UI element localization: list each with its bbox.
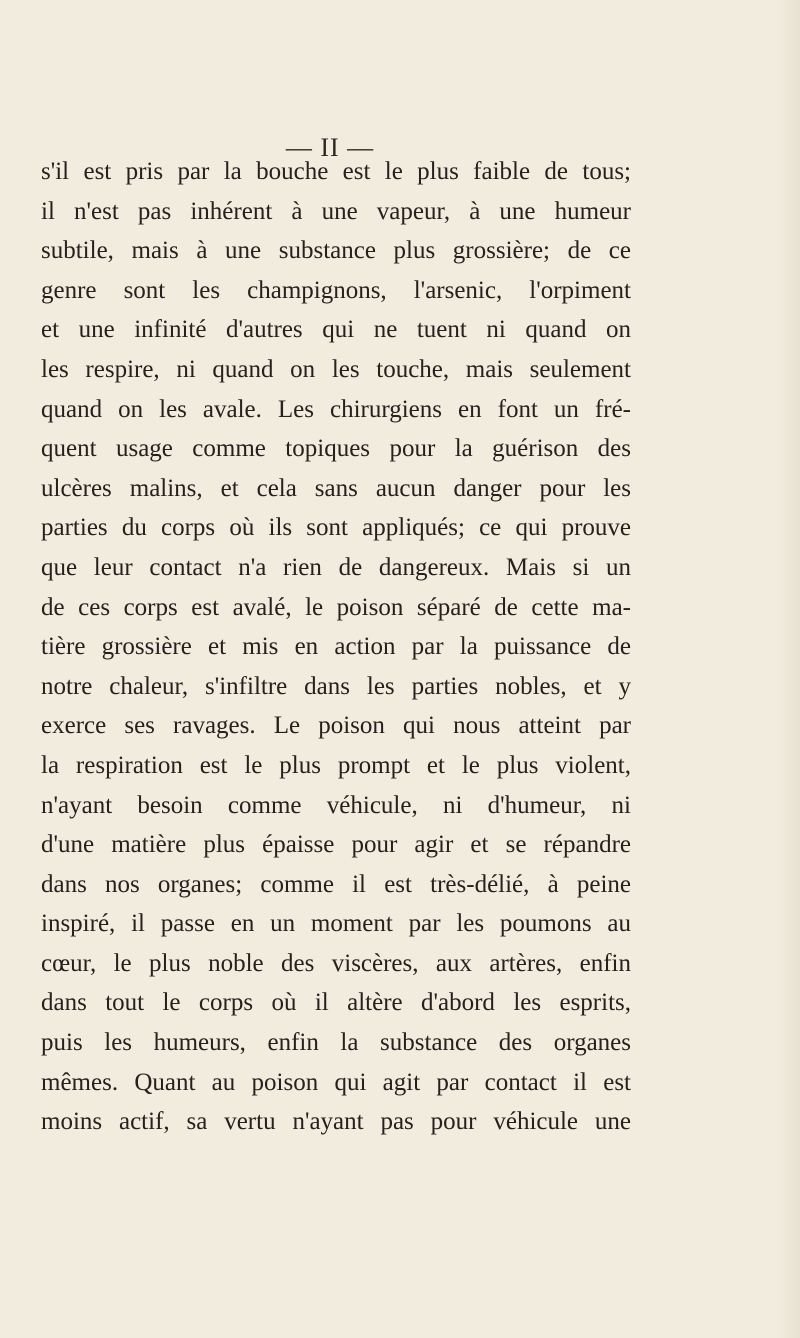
text-line: et une infinité d'autres qui ne tuent ni quand on (41, 316, 631, 344)
text-line: parties du corps où ils sont appliqués; ce qui prouve (41, 514, 631, 542)
text-line: d'une matière plus épaisse pour agir et se répandre (41, 831, 631, 859)
text-line: quand on les avale. Les chirurgiens en font un fré- (41, 395, 631, 423)
text-line: cœur, le plus noble des viscères, aux artères, enfin (41, 949, 631, 977)
text-line: subtile, mais à une substance plus grossière; de ce (41, 237, 631, 265)
text-line: s'il est pris par la bouche est le plus faible de tous; (41, 158, 631, 185)
page-edge-shadow (778, 0, 800, 1338)
text-line: moins actif, sa vertu n'ayant pas pour véhicule une (41, 1108, 631, 1136)
text-line: les respire, ni quand on les touche, mais seulement (41, 355, 631, 383)
text-line: inspiré, il passe en un moment par les poumons au (41, 910, 631, 938)
text-line: exerce ses ravages. Le poison qui nous atteint par (41, 712, 631, 740)
text-line: de ces corps est avalé, le poison séparé de cette ma- (41, 593, 631, 621)
text-line: dans tout le corps où il altère d'abord les esprits, (41, 989, 631, 1017)
text-line: mêmes. Quant au poison qui agit par contact il est (41, 1068, 631, 1096)
text-line: dans nos organes; comme il est très-délié, à peine (41, 870, 631, 898)
text-line: la respiration est le plus prompt et le plus violent, (41, 751, 631, 779)
text-line: ulcères malins, et cela sans aucun danger pour les (41, 474, 631, 502)
text-line: puis les humeurs, enfin la substance des organes (41, 1029, 631, 1057)
body-text (41, 152, 631, 1142)
text-line: tière grossière et mis en action par la puissance de (41, 633, 631, 661)
page-number-header: — II — (285, 133, 375, 162)
text-line: quent usage comme topiques pour la guérison des (41, 435, 631, 463)
text-line: il n'est pas inhérent à une vapeur, à une humeur (41, 197, 631, 225)
text-line: genre sont les champignons, l'arsenic, l'orpiment (41, 276, 631, 304)
text-line: notre chaleur, s'infiltre dans les parties nobles, et y (41, 672, 631, 700)
text-line: n'ayant besoin comme véhicule, ni d'humeur, ni (41, 791, 631, 819)
text-line: que leur contact n'a rien de dangereux. Mais si un (41, 553, 631, 581)
